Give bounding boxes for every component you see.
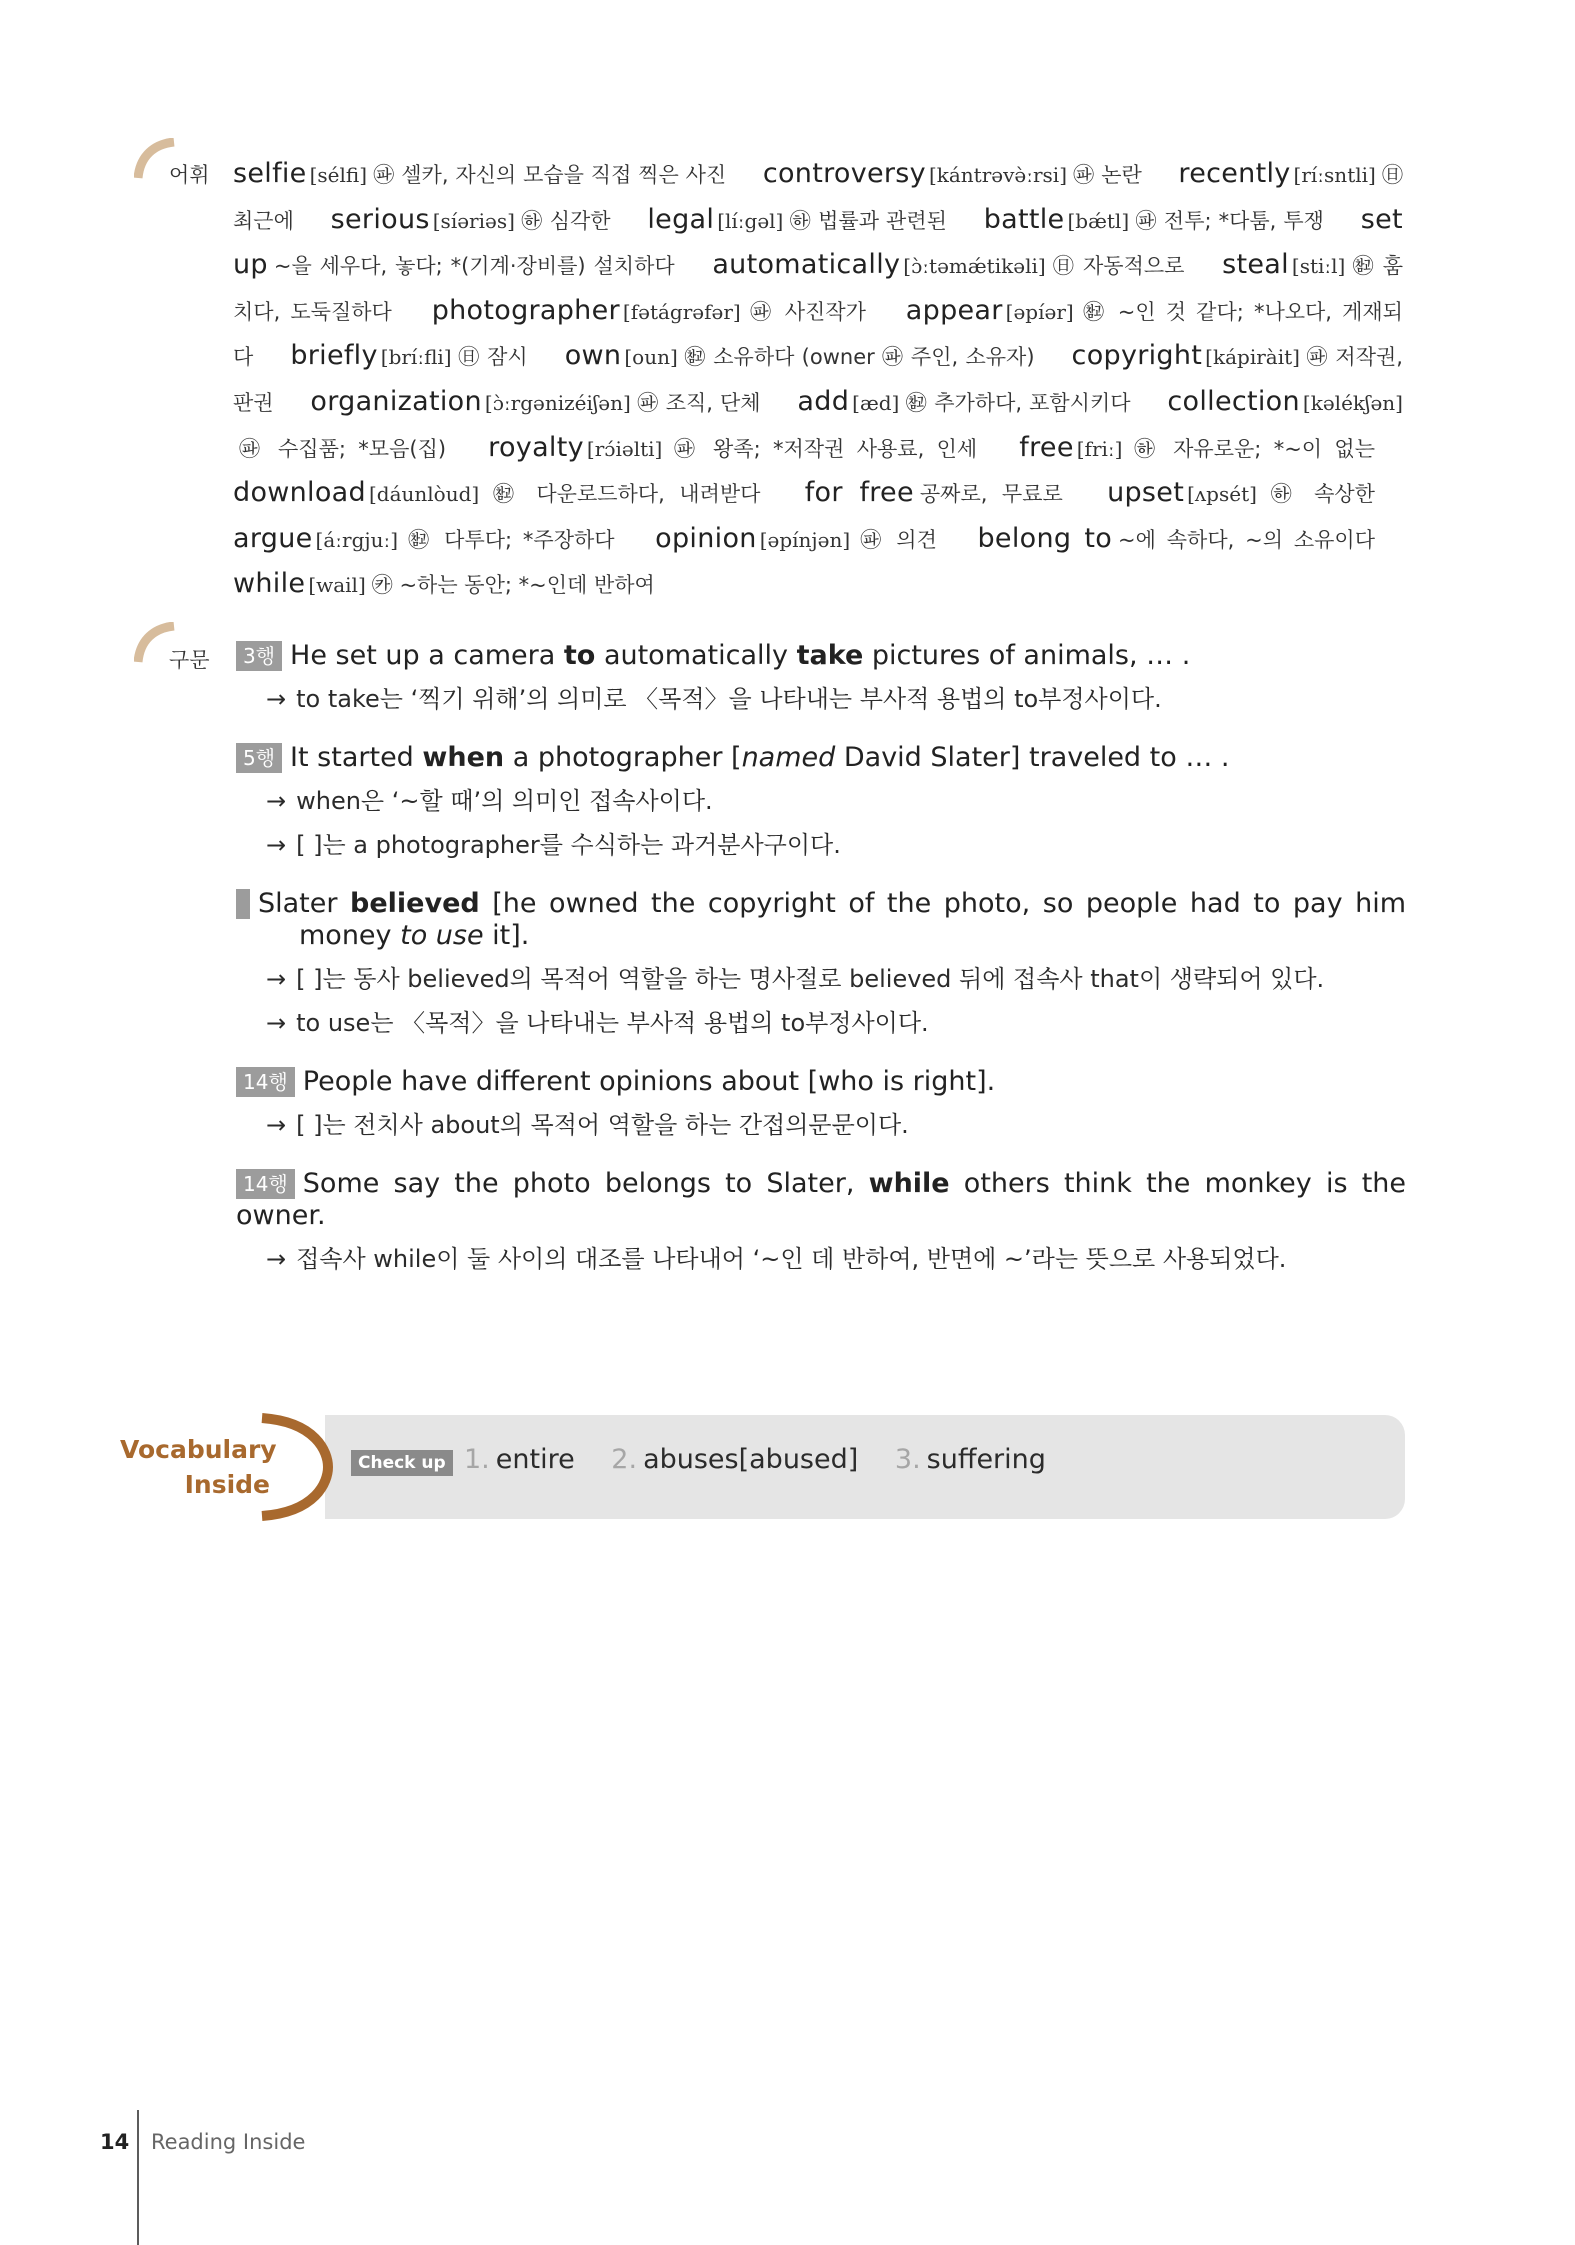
explanation-text: [ ]는 a photographer를 수식하는 과거분사구이다.: [296, 831, 841, 859]
vocab-definition: 공짜로, 무료로: [919, 482, 1063, 507]
vocab-definition: ㉺ 논란: [1073, 163, 1142, 187]
arrow-icon: →: [266, 965, 287, 993]
explanation-text: [ ]는 동사 believed의 목적어 역할을 하는 명사절로 believed 뒤에 접속사 that이 생략되어 있다.: [296, 965, 1325, 993]
line-number-badge: 14행: [236, 1067, 295, 1097]
vocab-entry: [712, 249, 1184, 280]
explanation-note: [236, 1110, 1406, 1140]
vocab-word: steal: [1222, 249, 1289, 281]
check-up-badge: Check up: [351, 1450, 453, 1476]
vocab-definition: ㉺ 전투; *다툼, 투쟁: [1135, 208, 1324, 233]
answer-item: 3. suffering: [894, 1444, 1046, 1475]
vocab-word: set up: [233, 203, 1403, 281]
syntax-item: [236, 640, 1406, 714]
vocabulary-inside-title: [120, 1432, 277, 1502]
vocab-word: collection: [1167, 385, 1300, 417]
vocab-word: argue: [233, 522, 313, 554]
bracket-arc-icon: [256, 1412, 336, 1522]
arrow-icon: →: [266, 685, 287, 713]
explanation-text: to use는 〈목적〉을 나타내는 부사적 용법의 to부정사이다.: [296, 1009, 929, 1037]
vocab-word: opinion: [655, 522, 757, 554]
vocab-word: organization: [310, 385, 482, 417]
example-sentence: Some say the photo belongs to Slater, while others think the monkey is the owner.: [236, 1168, 1407, 1231]
vocab-entry: [565, 340, 1035, 371]
vocab-definition: ㉺ 조직, 단체: [636, 390, 761, 415]
vocab-pronunciation: [líːgəl]: [717, 208, 784, 233]
vocab-definition: ㉼ ~인 것 같다; *나오다, 게재되다: [233, 299, 1403, 370]
explanation-text: when은 ‘~할 때’의 의미인 접속사이다.: [296, 787, 713, 815]
vocab-word: legal: [647, 203, 715, 235]
line-number-badge: 8행: [236, 889, 250, 919]
vocab-definition: ㉸ ~하는 동안; *~인데 반하여: [371, 573, 655, 598]
vocab-pronunciation: [áːrgjuː]: [315, 527, 398, 552]
vocab-definition: ㉺ 사진작가: [746, 299, 866, 324]
vocab-pronunciation: [fətágrəfər]: [622, 299, 741, 324]
syntax-item: [236, 1168, 1406, 1274]
vocab-definition: ~을 세우다, 놓다; *(기계·장비를) 설치하다: [273, 254, 675, 279]
vocab-word: battle: [983, 203, 1065, 235]
line-number-badge: 14행: [236, 1169, 295, 1199]
vocab-definition: ㉼ 다투다; *주장하다: [404, 527, 615, 552]
vocab-entry: [432, 295, 866, 326]
explanation-text: to take는 ‘찍기 위해’의 의미로 〈목적〉을 나타내는 부사적 용법의 to부정사이다.: [296, 685, 1162, 713]
vocab-pronunciation: [æd]: [852, 390, 900, 415]
vocab-entry: [797, 386, 1130, 417]
explanation-note: [236, 830, 1406, 860]
example-sentence: He set up a camera to automatically take pictures of animals, … .: [290, 640, 1191, 671]
vocab-pronunciation: [ɔ̀ːrgənizéiʃən]: [484, 390, 631, 415]
vocab-pronunciation: [oun]: [624, 345, 678, 370]
vocab-definition: ㉻ 속상한: [1262, 482, 1375, 507]
explanation-note: [236, 1008, 1406, 1038]
arrow-icon: →: [266, 1245, 287, 1273]
explanation-text: [ ]는 전치사 about의 목적어 역할을 하는 간접의문문이다.: [296, 1111, 909, 1139]
vocab-definition: ㊐ 자동적으로: [1051, 254, 1185, 279]
vocab-word: automatically: [712, 249, 901, 281]
answer-list: [464, 1444, 1074, 1475]
vocab-entry: [233, 568, 655, 599]
vocab-entry: [1019, 432, 1375, 463]
vocab-word: belong to: [977, 522, 1113, 554]
vocab-word: royalty: [488, 431, 584, 463]
vocab-list: [233, 152, 1403, 608]
vocab-definition: ㉻ 법률과 관련된: [789, 208, 947, 233]
vocab-pronunciation: [dáunlòud]: [368, 482, 480, 507]
footer-divider: [137, 2110, 139, 2245]
explanation-note: [236, 964, 1406, 994]
vocab-entry: [805, 477, 1063, 508]
running-title: Reading Inside: [151, 2130, 306, 2154]
vocab-entry: [977, 523, 1375, 554]
vocab-pronunciation: [wail]: [308, 573, 366, 598]
explanation-note: [236, 684, 1406, 714]
vocab-definition: ㊐ 잠시: [457, 345, 528, 370]
vocab-entry: [290, 340, 527, 371]
vocabulary-inside-panel: [120, 1412, 1405, 1522]
vocab-entry: [647, 204, 947, 235]
line-number-badge: 3행: [236, 641, 282, 671]
example-sentence: Slater believed [he owned the copyright of the photo, so people had to pay him money to use it].: [258, 888, 1406, 951]
vocab-word: recently: [1178, 158, 1291, 189]
vocab-pronunciation: [kápiràit]: [1205, 345, 1300, 370]
vocab-pronunciation: [stiːl]: [1291, 254, 1346, 279]
vocab-entry: [488, 432, 977, 463]
vocab-entry: [1107, 477, 1375, 508]
vocab-definition: ㉼ 소유하다 (owner ㉺ 주인, 소유자): [683, 345, 1035, 370]
explanation-text: 접속사 while이 둘 사이의 대조를 나타내어 ‘~인 데 반하여, 반면에 ~’라는 뜻으로 사용되었다.: [296, 1245, 1287, 1273]
vocab-definition: ㉻ 심각한: [520, 208, 611, 233]
vocab-word: download: [233, 477, 366, 509]
vocab-pronunciation: [ríːsntli]: [1293, 163, 1376, 187]
vocab-definition: ㉼ 다운로드하다, 내려받다: [485, 482, 761, 507]
vocab-definition: ㉺ 셀카, 자신의 모습을 직접 찍은 사진: [373, 163, 727, 187]
arrow-icon: →: [266, 1009, 287, 1037]
vocab-entry: [310, 386, 760, 417]
vocab-pronunciation: [bríːfli]: [380, 345, 452, 370]
vocab-pronunciation: [bǽtl]: [1067, 208, 1130, 233]
vocab-word: for free: [804, 477, 914, 509]
vocab-word: copyright: [1071, 340, 1203, 372]
vocab-definition: ㉼ 훔치다, 도둑질하다: [233, 254, 1403, 324]
vocab-word: controversy: [762, 158, 926, 189]
answer-item: 1. entire: [464, 1444, 575, 1475]
vocab-definition: ㉼ 추가하다, 포함시키다: [905, 390, 1131, 415]
vocab-definition: ㉺ 저작권, 판권: [233, 345, 1403, 415]
vocabulary-inside-title-line1: Vocabulary: [120, 1435, 277, 1464]
vocab-word: appear: [905, 294, 1003, 326]
syntax-section-label: 구문: [169, 648, 210, 672]
vocabulary-inside-title-line2: Inside: [184, 1470, 270, 1499]
vocab-word: while: [233, 568, 306, 600]
vocab-word: photographer: [431, 294, 620, 326]
explanation-note: [236, 786, 1406, 816]
vocab-definition: ㉺ 수집품; *모음(집): [239, 436, 447, 461]
example-sentence: People have different opinions about [who is right].: [302, 1066, 996, 1097]
syntax-item: [236, 1066, 1406, 1140]
answer-item: 2. abuses[abused]: [611, 1444, 859, 1475]
vocab-pronunciation: [ʌpsét]: [1187, 482, 1257, 507]
arrow-icon: →: [266, 831, 287, 859]
vocab-section-label: 어휘: [169, 163, 210, 187]
page-number: 14: [100, 2130, 130, 2154]
vocab-pronunciation: [ɔ̀ːtəmǽtikəli]: [903, 254, 1046, 279]
vocab-word: selfie: [233, 158, 307, 189]
vocab-pronunciation: [kántrəvə̀ːrsi]: [928, 163, 1067, 187]
vocab-definition: ㉻ 자유로운; *~이 없는: [1128, 436, 1376, 461]
line-number-badge: 5행: [236, 743, 282, 773]
vocab-word: add: [797, 385, 850, 417]
vocab-entry: [233, 477, 760, 508]
syntax-item: [236, 742, 1406, 860]
vocab-pronunciation: [kəlékʃən]: [1302, 390, 1403, 415]
arrow-icon: →: [266, 787, 287, 815]
vocab-pronunciation: [síəriəs]: [432, 208, 515, 233]
vocab-definition: ㊐ 최근에: [233, 163, 1404, 233]
vocab-entry: [984, 204, 1324, 235]
vocab-pronunciation: [əpínjən]: [759, 527, 851, 552]
example-sentence: It started when a photographer [named David Slater] traveled to … .: [290, 742, 1230, 773]
vocab-word: serious: [330, 203, 430, 235]
arrow-icon: →: [266, 1111, 287, 1139]
vocab-pronunciation: [friː]: [1076, 436, 1123, 461]
explanation-note: [236, 1244, 1406, 1274]
vocab-pronunciation: [rɔ́iəlti]: [586, 436, 663, 461]
vocab-entry: [655, 523, 937, 554]
vocab-definition: ~에 속하다, ~의 소유이다: [1118, 527, 1375, 552]
vocab-entry: [331, 204, 611, 235]
vocab-entry: [233, 158, 726, 189]
vocab-word: upset: [1107, 477, 1185, 509]
vocab-pronunciation: [sélfi]: [309, 163, 368, 187]
vocab-word: free: [1019, 431, 1074, 463]
vocab-word: own: [564, 340, 622, 372]
vocab-word: briefly: [290, 340, 378, 372]
vocab-entry: [233, 523, 615, 554]
vocab-definition: ㉺ 의견: [856, 527, 937, 552]
vocab-pronunciation: [əpíər]: [1005, 299, 1074, 324]
vocab-entry: [763, 158, 1142, 189]
syntax-item: [180, 888, 1406, 1038]
vocab-definition: ㉺ 왕족; *저작권 사용료, 인세: [668, 436, 978, 461]
